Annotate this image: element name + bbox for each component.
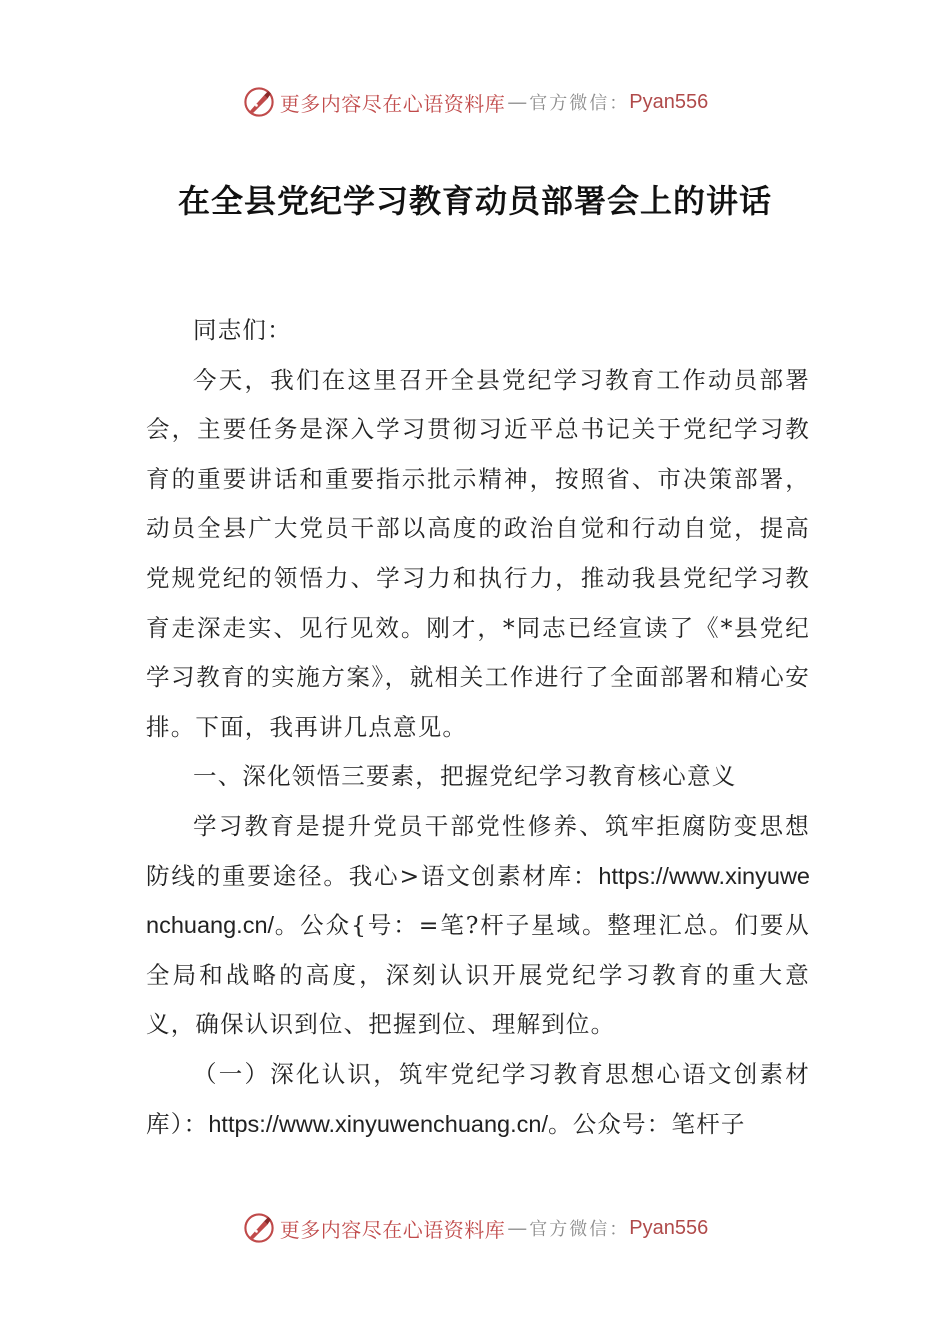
pen-nib-logo-icon — [242, 1211, 276, 1245]
paragraph-2 — [146, 802, 810, 1050]
banner-text: 更多内容尽在心语资料库 — [279, 1217, 506, 1242]
pen-nib-logo-icon — [242, 85, 276, 119]
header-banner — [0, 82, 950, 122]
banner-wechat-id: Pyan556 — [629, 90, 709, 113]
banner-text: 更多内容尽在心语资料库 — [279, 91, 506, 116]
subsection-heading-text-a: （一）深化认识，筑牢党纪学习教育思想心语文创素材库）： — [146, 1059, 810, 1138]
banner-separator: — — [507, 1216, 528, 1240]
document-body — [146, 306, 810, 1149]
subsection-heading-1 — [146, 1050, 810, 1149]
paragraph-2-text-a: 学习教育是提升党员干部党性修养、筑牢拒腐防变思想防线的重要途径。我心>语文创素材库： — [146, 811, 810, 890]
banner-wechat-id: Pyan556 — [629, 1216, 709, 1239]
paragraph-2-text-b: 。公众{号：=笔?杆子星域。整理汇总。们要从全局和战略的高度，深刻认识开展党纪学习教育的重大意义，确保认识到位、把握到位、理解到位。 — [146, 911, 810, 1039]
source-url-link[interactable]: https://www.xinyuwenchuang.cn/ — [146, 862, 810, 939]
banner-wechat-label: 官方微信： — [529, 93, 630, 114]
paragraph-1: 今天，我们在这里召开全县党纪学习教育工作动员部署会，主要任务是深入学习贯彻习近平总书记关于党纪学习教育的重要讲话和重要指示批示精神，按照省、市决策部署，动员全县广大党员干部以高度的政治自觉和行动自觉，提高党规党纪的领悟力、学习力和执行力，推动我县党纪学习教育走深走实、见行见效。刚才，*同志已经宣读了《*县党纪学习教育的实施方案》，就相关工作进行了全面部署和精心安排。下面，我再讲几点意见。 — [146, 365, 810, 741]
source-url-link-2[interactable]: https://www.xinyuwenchuang.cn/ — [208, 1110, 548, 1137]
banner-separator: — — [507, 90, 528, 114]
section-heading-1: 一、深化领悟三要素，把握党纪学习教育核心意义 — [193, 762, 737, 791]
footer-banner — [0, 1208, 950, 1248]
salutation: 同志们： — [193, 316, 292, 344]
subsection-heading-text-b: 。公众号：笔杆子 — [548, 1109, 746, 1138]
banner-wechat-label: 官方微信： — [529, 1219, 630, 1240]
document-title: 在全县党纪学习教育动员部署会上的讲话 — [177, 182, 772, 220]
